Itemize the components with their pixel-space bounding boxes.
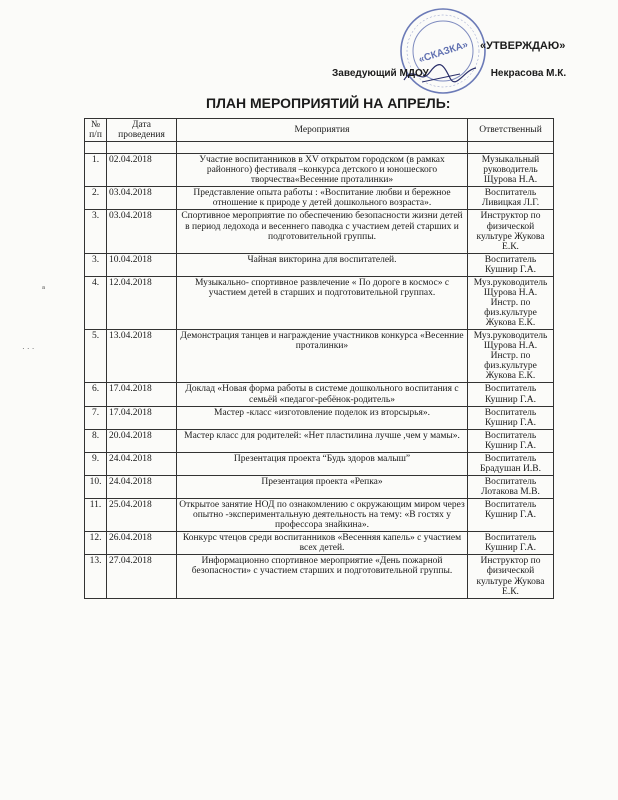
row-number: 10. [85, 475, 107, 498]
row-event: Мастер -класс «изготовление поделок из вторсырья». [177, 406, 468, 429]
row-date: 20.04.2018 [107, 429, 177, 452]
header-responsible: Ответственный [468, 119, 554, 142]
head-position: Заведующий МДОУ [332, 68, 429, 79]
row-responsible: Муз.руководитель Щурова Н.А. Инстр. по физ.культуре Жукова Е.К. [468, 276, 554, 329]
row-responsible: Воспитатель Кушнир Г.А. [468, 429, 554, 452]
head-name: Некрасова М.К. [490, 68, 567, 79]
scan-artifact: · · · [22, 344, 35, 353]
row-date: 03.04.2018 [107, 210, 177, 253]
row-number: 4. [85, 276, 107, 329]
header-event: Мероприятия [177, 119, 468, 142]
row-number: 13. [85, 555, 107, 598]
row-event: Музыкально- спортивное развлечение « По дороге в космос» с участием детей в старших и подготовительной группах. [177, 276, 468, 329]
table-row [85, 253, 554, 276]
row-event: Презентация проекта «Репка» [177, 475, 468, 498]
row-date: 03.04.2018 [107, 187, 177, 210]
row-event: Конкурс чтецов среди воспитанников «Весенняя капель» с участием всех детей. [177, 532, 468, 555]
row-responsible: Инструктор по физической культуре Жукова Е.К. [468, 555, 554, 598]
table-row [85, 383, 554, 406]
table-spacer-row [85, 142, 554, 154]
row-responsible: Воспитатель Кушнир Г.А. [468, 499, 554, 532]
table-row [85, 532, 554, 555]
header-num: № п/п [85, 119, 107, 142]
row-responsible: Воспитатель Лотакова М.В. [468, 475, 554, 498]
row-event: Чайная викторина для воспитателей. [177, 253, 468, 276]
row-number: 11. [85, 499, 107, 532]
table-row [85, 330, 554, 383]
row-event: Демонстрация танцев и награждение участников конкурса «Весенние проталинки» [177, 330, 468, 383]
row-date: 17.04.2018 [107, 383, 177, 406]
row-date: 24.04.2018 [107, 452, 177, 475]
row-event: Представление опыта работы : «Воспитание любви и бережное отношение к природе у детей дошкольного возраста». [177, 187, 468, 210]
row-number: 3. [85, 210, 107, 253]
table-row [85, 452, 554, 475]
row-date: 13.04.2018 [107, 330, 177, 383]
row-date: 10.04.2018 [107, 253, 177, 276]
row-event: Спортивное мероприятие по обеспечению безопасности жизни детей в период ледохода и весеннего паводка с участием детей старших и подготовительной группы. [177, 210, 468, 253]
row-date: 26.04.2018 [107, 532, 177, 555]
stamp-text: «СКАЗКА» [417, 39, 470, 66]
row-date: 25.04.2018 [107, 499, 177, 532]
approve-label: «УТВЕРЖДАЮ» [480, 40, 566, 52]
row-date: 27.04.2018 [107, 555, 177, 598]
row-number: 7. [85, 406, 107, 429]
table-header-row [85, 119, 554, 142]
row-number: 9. [85, 452, 107, 475]
page-title: ПЛАН МЕРОПРИЯТИЙ НА АПРЕЛЬ: [206, 95, 451, 111]
events-plan-table [84, 118, 554, 599]
row-responsible: Воспитатель Кушнир Г.А. [468, 253, 554, 276]
head-signature-line [332, 68, 566, 79]
table-row [85, 429, 554, 452]
row-date: 17.04.2018 [107, 406, 177, 429]
table-body [85, 154, 554, 599]
table-row [85, 499, 554, 532]
table-row [85, 555, 554, 598]
row-number: 6. [85, 383, 107, 406]
row-event: Презентация проекта “Будь здоров малыш” [177, 452, 468, 475]
row-date: 12.04.2018 [107, 276, 177, 329]
row-number: 1. [85, 154, 107, 187]
row-event: Мастер класс для родителей: «Нет пластилина лучше ,чем у мамы». [177, 429, 468, 452]
row-event: Участие воспитанников в XV открытом городском (в рамках районного) фестиваля –конкурса детского и юношеского творчества«Весенние проталинки» [177, 154, 468, 187]
row-responsible: Воспитатель Ливицкая Л.Г. [468, 187, 554, 210]
row-responsible: Воспитатель Кушнир Г.А. [468, 532, 554, 555]
scan-artifact: ᵃ [42, 284, 45, 293]
table-row [85, 154, 554, 187]
table-row [85, 210, 554, 253]
row-number: 8. [85, 429, 107, 452]
row-number: 5. [85, 330, 107, 383]
row-date: 24.04.2018 [107, 475, 177, 498]
row-number: 2. [85, 187, 107, 210]
row-responsible: Муз.руководитель Щурова Н.А. Инстр. по физ.культуре Жукова Е.К. [468, 330, 554, 383]
row-number: 3. [85, 253, 107, 276]
table-row [85, 406, 554, 429]
row-responsible: Воспитатель Кушнир Г.А. [468, 406, 554, 429]
row-date: 02.04.2018 [107, 154, 177, 187]
row-responsible: Музыкальный руководитель Щурова Н.А. [468, 154, 554, 187]
row-responsible: Воспитатель Кушнир Г.А. [468, 383, 554, 406]
table-row [85, 187, 554, 210]
row-number: 12. [85, 532, 107, 555]
header-date: Дата проведения [107, 119, 177, 142]
row-event: Доклад «Новая форма работы в системе дошкольного воспитания с семьёй «педагог-ребёнок-родитель» [177, 383, 468, 406]
row-responsible: Инструктор по физической культуре Жукова Е.К. [468, 210, 554, 253]
row-responsible: Воспитатель Брадушан И.В. [468, 452, 554, 475]
table-row [85, 276, 554, 329]
row-event: Информационно спортивное мероприятие «День пожарной безопасности» с участием старших и подготовительной группы. [177, 555, 468, 598]
row-event: Открытое занятие НОД по ознакомлению с окружающим миром через опытно -экспериментальную деятельность на тему: «В гостях у профессора знайкина». [177, 499, 468, 532]
table-row [85, 475, 554, 498]
